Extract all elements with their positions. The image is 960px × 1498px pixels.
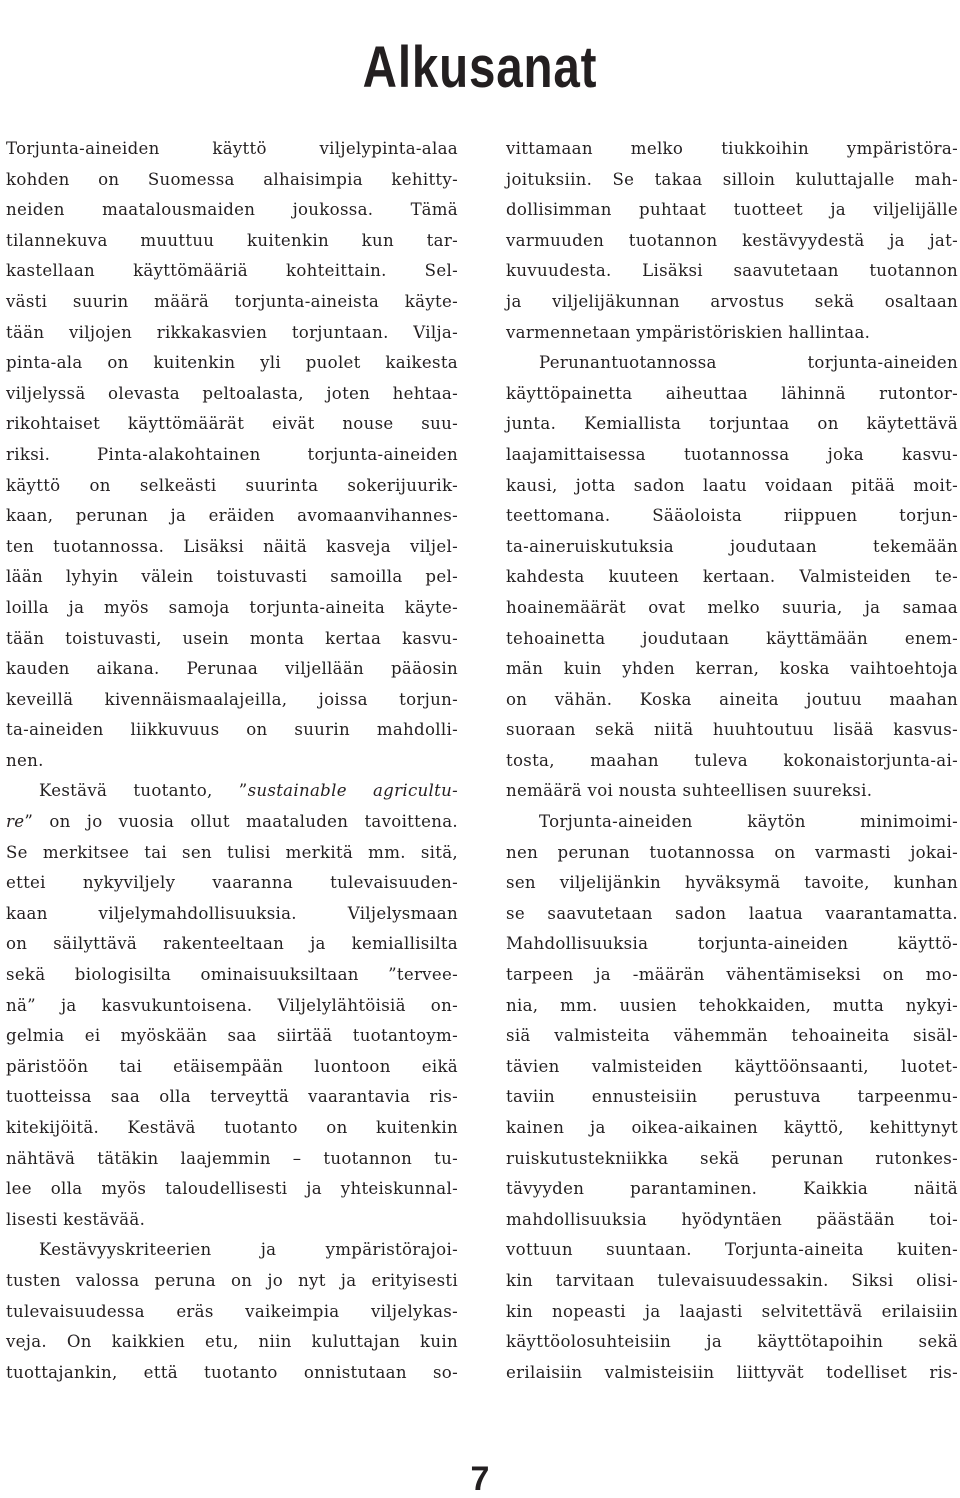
text-line: ta-aineruiskutuksia joudutaan tekemään xyxy=(506,536,958,556)
text-line: tusten valossa peruna on jo nyt ja erityisesti xyxy=(6,1270,458,1290)
text-line: käyttöolosuhteisiin ja käyttötapoihin sekä xyxy=(506,1332,958,1352)
text-line: neiden maatalousmaiden joukossa. Tämä xyxy=(6,200,458,220)
text-line: kin tarvitaan tulevaisuudessakin. Siksi olisi- xyxy=(506,1270,958,1290)
text-line: kainen ja oikea-aikainen käyttö, kehittynyt xyxy=(506,1118,958,1137)
text-line: tarpeen ja -määrän vähentämiseksi on mo- xyxy=(506,965,958,985)
text-line: kohden on Suomessa alhaisimpia kehitty- xyxy=(6,169,458,189)
text-line: gelmia ei myöskään saa siirtää tuotantoym- xyxy=(6,1026,458,1046)
text-line: se saavutetaan sadon laatua vaarantamatta. xyxy=(506,903,958,923)
text-line: nähtävä tätäkin laajemmin – tuotannon tu- xyxy=(6,1148,458,1168)
text-line: siä valmisteita vähemmän tehoaineita sisäl- xyxy=(506,1026,958,1046)
text-line: kuvuudesta. Lisäksi saavutetaan tuotannon xyxy=(506,261,958,281)
text-line: kin nopeasti ja laajasti selvitettävä erilaisiin xyxy=(506,1301,958,1321)
text-line: suoraan sekä niitä huuhtoutuu lisää kasvus- xyxy=(506,720,958,740)
text-line: tävyyden parantaminen. Kaikkia näitä xyxy=(506,1179,958,1199)
text-line: Perunantuotannossa torjunta-aineiden xyxy=(539,353,958,373)
text-line: pinta-ala on kuitenkin yli puolet kaikesta xyxy=(6,353,458,373)
text-line: lisesti kestävää. xyxy=(6,1209,146,1229)
text-line: ja viljelijäkunnan arvostus sekä osaltaan xyxy=(506,291,958,311)
text-line: Kestävyyskriteerien ja ympäristörajoi- xyxy=(39,1240,458,1260)
text-line: käyttö on selkeästi suurinta sokerijuurik- xyxy=(6,475,458,495)
text-line: ettei nykyviljely vaaranna tulevaisuuden- xyxy=(6,873,458,893)
page-number: 7 xyxy=(470,1460,490,1498)
text-line: kahdesta kuuteen kertaan. Valmisteiden te- xyxy=(506,567,958,587)
text-line: sen viljelijänkin hyväksymä tavoite, kunhan xyxy=(506,873,958,893)
text-line: kitekijöitä. Kestävä tuotanto on kuitenkin xyxy=(6,1118,458,1137)
italic-text: re xyxy=(6,812,25,832)
text-line: lee olla myös taloudellisesti ja yhteiskunnal- xyxy=(6,1179,458,1199)
text-line: loilla ja myös samoja torjunta-aineita käyte- xyxy=(6,597,458,617)
text-line: tehoainetta joudutaan käyttämään enem- xyxy=(506,628,958,648)
text-line: Torjunta-aineiden käyttö viljelypinta-alaa xyxy=(6,139,458,158)
text-line: käyttöpainetta aiheuttaa lähinnä rutontor- xyxy=(506,383,958,403)
text-line: nen. xyxy=(6,750,44,770)
text-line: viljelyssä olevasta peltoalasta, joten hehtaa- xyxy=(6,383,458,403)
text-line xyxy=(6,776,458,807)
text-segment: Kestävä tuotanto, ” xyxy=(39,781,248,801)
text-line: tään toistuvasti, usein monta kertaa kasvu- xyxy=(6,628,458,648)
right-text-column xyxy=(506,134,958,1388)
text-line: keveillä kivennäismaalajeilla, joissa torjun- xyxy=(6,689,458,709)
page-title: Alkusanat xyxy=(362,34,598,100)
text-line: kauden aikana. Perunaa viljellään pääosin xyxy=(6,659,458,679)
text-line: ten tuotannossa. Lisäksi näitä kasveja viljel- xyxy=(6,536,458,556)
text-segment: ” on jo vuosia ollut maataluden tavoittena. xyxy=(24,812,458,832)
text-line: on säilyttävä rakenteeltaan ja kemiallisilta xyxy=(6,934,458,954)
text-line: sekä biologisilta ominaisuuksiltaan ”tervee- xyxy=(6,965,458,985)
text-line: tuotteissa saa olla terveyttä vaarantavia ris- xyxy=(6,1087,458,1107)
text-line: varmennetaan ympäristöriskien hallintaa. xyxy=(506,322,871,342)
text-line: on vähän. Koska aineita joutuu maahan xyxy=(506,689,958,709)
text-line: nia, mm. uusien tehokkaiden, mutta nykyi- xyxy=(506,995,958,1015)
text-line: tään viljojen rikkakasvien torjuntaan. Vilja- xyxy=(6,322,458,342)
text-line: varmuuden tuotannon kestävyydestä ja jat- xyxy=(506,230,958,250)
text-line: kaan viljelymahdollisuuksia. Viljelysmaan xyxy=(6,903,458,923)
text-line: nen perunan tuotannossa on varmasti jokai- xyxy=(506,842,958,862)
text-line: kastellaan käyttömääriä kohteittain. Sel- xyxy=(6,261,458,281)
text-line: lään lyhyin välein toistuvasti samoilla pel- xyxy=(6,567,458,587)
text-line: päristöön tai etäisempään luontoon eikä xyxy=(6,1056,458,1076)
text-line: Mahdollisuuksia torjunta-aineiden käyttö- xyxy=(506,934,958,954)
italic-text: sustainable agricultu- xyxy=(247,781,458,801)
text-line: ruiskutustekniikka sekä perunan rutonkes- xyxy=(506,1148,958,1168)
text-line: joituksiin. Se takaa silloin kuluttajalle mah- xyxy=(506,169,958,189)
text-line: riksi. Pinta-alakohtainen torjunta-aineiden xyxy=(6,444,458,464)
text-line: laajamittaisessa tuotannossa joka kasvu- xyxy=(506,444,958,464)
text-line: junta. Kemiallista torjuntaa on käytettävä xyxy=(506,414,958,434)
text-line: tävien valmisteiden käyttöönsaanti, luotet- xyxy=(506,1056,958,1076)
text-line: tosta, maahan tuleva kokonaistorjunta-ai- xyxy=(506,750,958,770)
text-line: västi suurin määrä torjunta-aineista käyte- xyxy=(6,291,458,311)
text-line: kaan, perunan ja eräiden avomaanvihannes- xyxy=(6,506,458,526)
text-line: kausi, jotta sadon laatu voidaan pitää moit- xyxy=(506,475,958,495)
text-line: tulevaisuudessa eräs vaikeimpia viljelykas- xyxy=(6,1301,458,1321)
text-line: Se merkitsee tai sen tulisi merkitä mm. sitä, xyxy=(6,842,458,862)
text-line: mahdollisuuksia hyödyntäen päästään toi- xyxy=(506,1209,958,1229)
text-line: erilaisiin valmisteisiin liittyvät todelliset ris- xyxy=(506,1362,958,1382)
text-line: tuottajankin, että tuotanto onnistutaan so- xyxy=(6,1362,458,1382)
text-line: vittamaan melko tiukkoihin ympäristöra- xyxy=(506,139,958,158)
left-text-column xyxy=(6,134,458,1388)
text-line: veja. On kaikkien etu, niin kuluttajan kuin xyxy=(6,1332,458,1352)
text-line: män kuin yhden kerran, koska vaihtoehtoja xyxy=(506,659,958,679)
text-line: teettomana. Sääoloista riippuen torjun- xyxy=(506,506,958,526)
text-line xyxy=(6,807,458,838)
text-line: tilannekuva muuttuu kuitenkin kun tar- xyxy=(6,230,458,250)
text-line: taviin ennusteisiin perustuva tarpeenmu- xyxy=(506,1087,958,1107)
text-line: nä” ja kasvukuntoisena. Viljelylähtöisiä on- xyxy=(6,995,458,1015)
text-line: rikohtaiset käyttömäärät eivät nouse suu- xyxy=(6,414,458,434)
text-line: dollisimman puhtaat tuotteet ja viljelijälle xyxy=(506,200,958,220)
text-line: nemäärä voi nousta suhteellisen suureksi. xyxy=(506,781,873,801)
text-line: vottuun suuntaan. Torjunta-aineita kuiten- xyxy=(506,1240,958,1260)
text-line: ta-aineiden liikkuvuus on suurin mahdolli- xyxy=(6,720,458,740)
text-line: hoainemäärät ovat melko suuria, ja samaa xyxy=(506,597,958,617)
text-line: Torjunta-aineiden käytön minimoimi- xyxy=(539,812,958,832)
